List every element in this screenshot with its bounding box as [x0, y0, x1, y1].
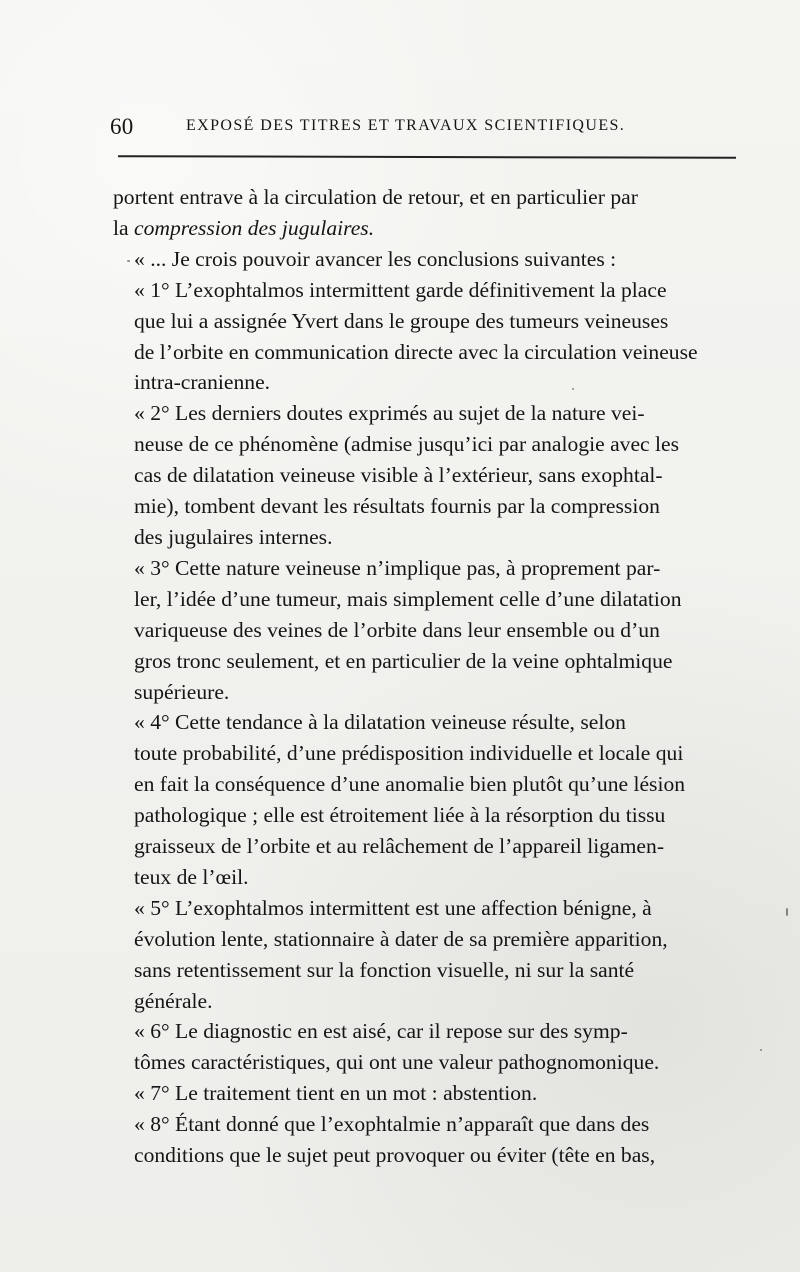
text-line: « 5° L’exophtalmos intermittent est une affection bénigne, à	[134, 895, 652, 920]
text-line: conditions que le sujet peut provoquer ou éviter (tête en bas,	[134, 1143, 656, 1168]
text-line: « 6° Le diagnostic en est aisé, car il repose sur des symp-	[134, 1019, 628, 1044]
scan-speck	[786, 908, 788, 916]
text-line: toute probabilité, d’une prédisposition individuelle et locale qui	[134, 741, 684, 766]
text-line: de l’orbite en communication directe avec la circulation veineuse	[134, 339, 698, 364]
paragraph-conclusion-1	[113, 275, 749, 399]
text-line: graisseux de l’orbite et au relâchement de l’appareil ligamen-	[134, 834, 665, 859]
text-line: « 7° Le traitement tient en un mot : abstention.	[134, 1081, 538, 1106]
scan-speck	[572, 388, 574, 390]
paragraph-conclusion-6	[113, 1016, 749, 1078]
scan-speck	[760, 1049, 762, 1051]
text-line: « 3° Cette nature veineuse n’implique pas, à proprement par-	[134, 555, 661, 580]
text-line: mie), tombent devant les résultats fournis par la compression	[134, 494, 660, 519]
text-line: que lui a assignée Yvert dans le groupe des tumeurs veineuses	[134, 308, 669, 333]
paragraph-conclusion-4	[113, 707, 749, 892]
text-line: sans retentissement sur la fonction visuelle, ni sur la santé	[134, 957, 635, 982]
page-header	[110, 114, 750, 142]
text-line: intra-cranienne.	[134, 370, 271, 395]
text-line: pathologique ; elle est étroitement liée à la résorption du tissu	[134, 803, 666, 828]
paragraph-conclusion-7	[113, 1078, 749, 1109]
text-line: « 1° L’exophtalmos intermittent garde définitivement la place	[134, 277, 667, 302]
text-line: en fait la conséquence d’une anomalie bien plutôt qu’une lésion	[134, 772, 686, 797]
text-line: neuse de ce phénomène (admise jusqu’ici par analogie avec les	[134, 432, 680, 457]
text-line: variqueuse des veines de l’orbite dans leur ensemble ou d’un	[134, 617, 660, 642]
text-line: « 4° Cette tendance à la dilatation veineuse résulte, selon	[134, 710, 626, 735]
italic-phrase: compression des jugulaires.	[133, 215, 375, 240]
text-line: des jugulaires internes.	[134, 524, 333, 549]
text-line: générale.	[134, 988, 213, 1013]
text-line: ler, l’idée d’une tumeur, mais simplement celle d’une dilatation	[134, 586, 682, 611]
text-line: tômes caractéristiques, qui ont une valeur pathognomonique.	[134, 1050, 660, 1075]
running-head-title: EXPOSÉ DES TITRES ET TRAVAUX SCIENTIFIQUES.	[186, 117, 626, 134]
text-fragment: la	[113, 215, 134, 240]
body-text	[113, 182, 749, 1171]
paragraph-intro-conclusions	[113, 244, 749, 275]
text-line: teux de l’œil.	[134, 864, 249, 889]
text-line: portent entrave à la circulation de retour, et en particulier par	[113, 185, 638, 209]
text-line: évolution lente, stationnaire à dater de sa première apparition,	[134, 926, 668, 951]
paragraph-conclusion-3	[113, 553, 749, 708]
header-rule	[118, 155, 736, 159]
scan-speck	[127, 260, 130, 262]
text-line: cas de dilatation veineuse visible à l’extérieur, sans exophtal-	[134, 463, 663, 488]
page-number: 60	[110, 114, 134, 139]
paragraph-conclusion-2	[113, 398, 749, 553]
text-line: « ... Je crois pouvoir avancer les conclusions suivantes :	[134, 246, 617, 271]
paragraph-conclusion-8	[113, 1109, 749, 1171]
text-line: « 2° Les derniers doutes exprimés au sujet de la nature vei-	[134, 401, 645, 426]
text-line: supérieure.	[134, 679, 230, 704]
paragraph-conclusion-5	[113, 893, 749, 1017]
text-line: « 8° Étant donné que l’exophtalmie n’apparaît que dans des	[134, 1112, 650, 1137]
paragraph-continuation	[113, 182, 749, 244]
text-line: gros tronc seulement, et en particulier de la veine ophtalmique	[134, 648, 673, 673]
text-line	[113, 213, 749, 244]
